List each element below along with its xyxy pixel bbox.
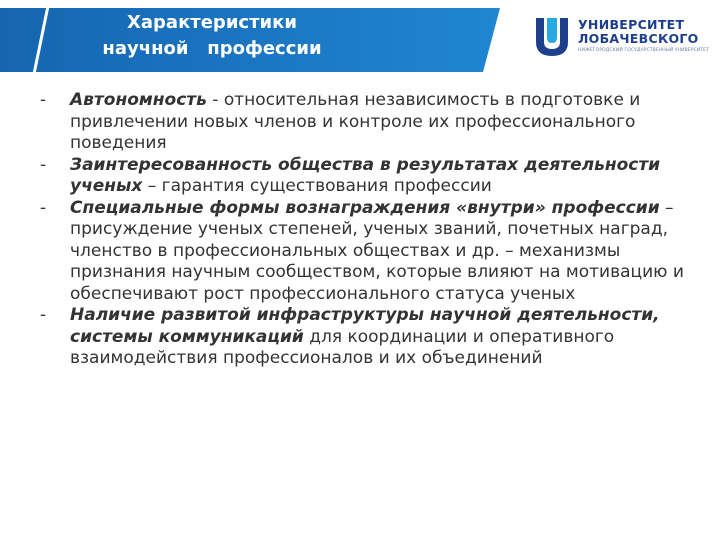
list-item-term: Специальные формы вознаграждения «внутри» профессии <box>70 197 660 218</box>
list-item <box>40 305 705 370</box>
university-logo <box>530 14 710 60</box>
list-dash: - <box>40 154 47 175</box>
page-title-line-2: научной профессии <box>102 38 322 59</box>
list-item-term: Заинтересованность общества в результатах деятельности ученых <box>70 154 661 196</box>
university-logo-icon <box>530 14 574 60</box>
list-item <box>40 155 705 198</box>
list-item-text: для координации и оперативного взаимодействия профессионалов и их объединений <box>70 326 615 368</box>
list-item-text: – гарантия существования профессии <box>142 176 492 196</box>
list-dash: - <box>40 305 47 325</box>
list-item-term: Наличие развитой инфраструктуры научной деятельности, системы коммуникаций <box>70 305 660 347</box>
list-item-text: – присуждение ученых степеней, ученых званий, почетных наград, членство в профессиональных обществах и др. – механизмы признания научным сообществом, которые влияют на мотивацию и обеспечивают рост профессионального статуса ученых <box>70 197 684 304</box>
list-dash: - <box>40 197 47 218</box>
characteristics-list <box>40 90 705 370</box>
list-item-term: Автономность <box>70 90 207 110</box>
logo-subtitle: НИЖЕГОРОДСКИЙ ГОСУДАРСТВЕННЫЙ УНИВЕРСИТЕТ <box>578 48 709 53</box>
page-title <box>62 10 362 62</box>
logo-name-line-2: ЛОБАЧЕВСКОГО <box>578 31 699 46</box>
page-title-line-1: Характеристики <box>127 12 297 33</box>
list-item-text: - относительная независимость в подготовке и привлечении новых членов и контроле их профессионального поведения <box>70 90 641 153</box>
logo-name <box>578 18 699 46</box>
list-item <box>40 90 705 155</box>
list-dash: - <box>40 90 47 110</box>
logo-name-line-1: УНИВЕРСИТЕТ <box>578 17 685 32</box>
list-item <box>40 198 705 306</box>
